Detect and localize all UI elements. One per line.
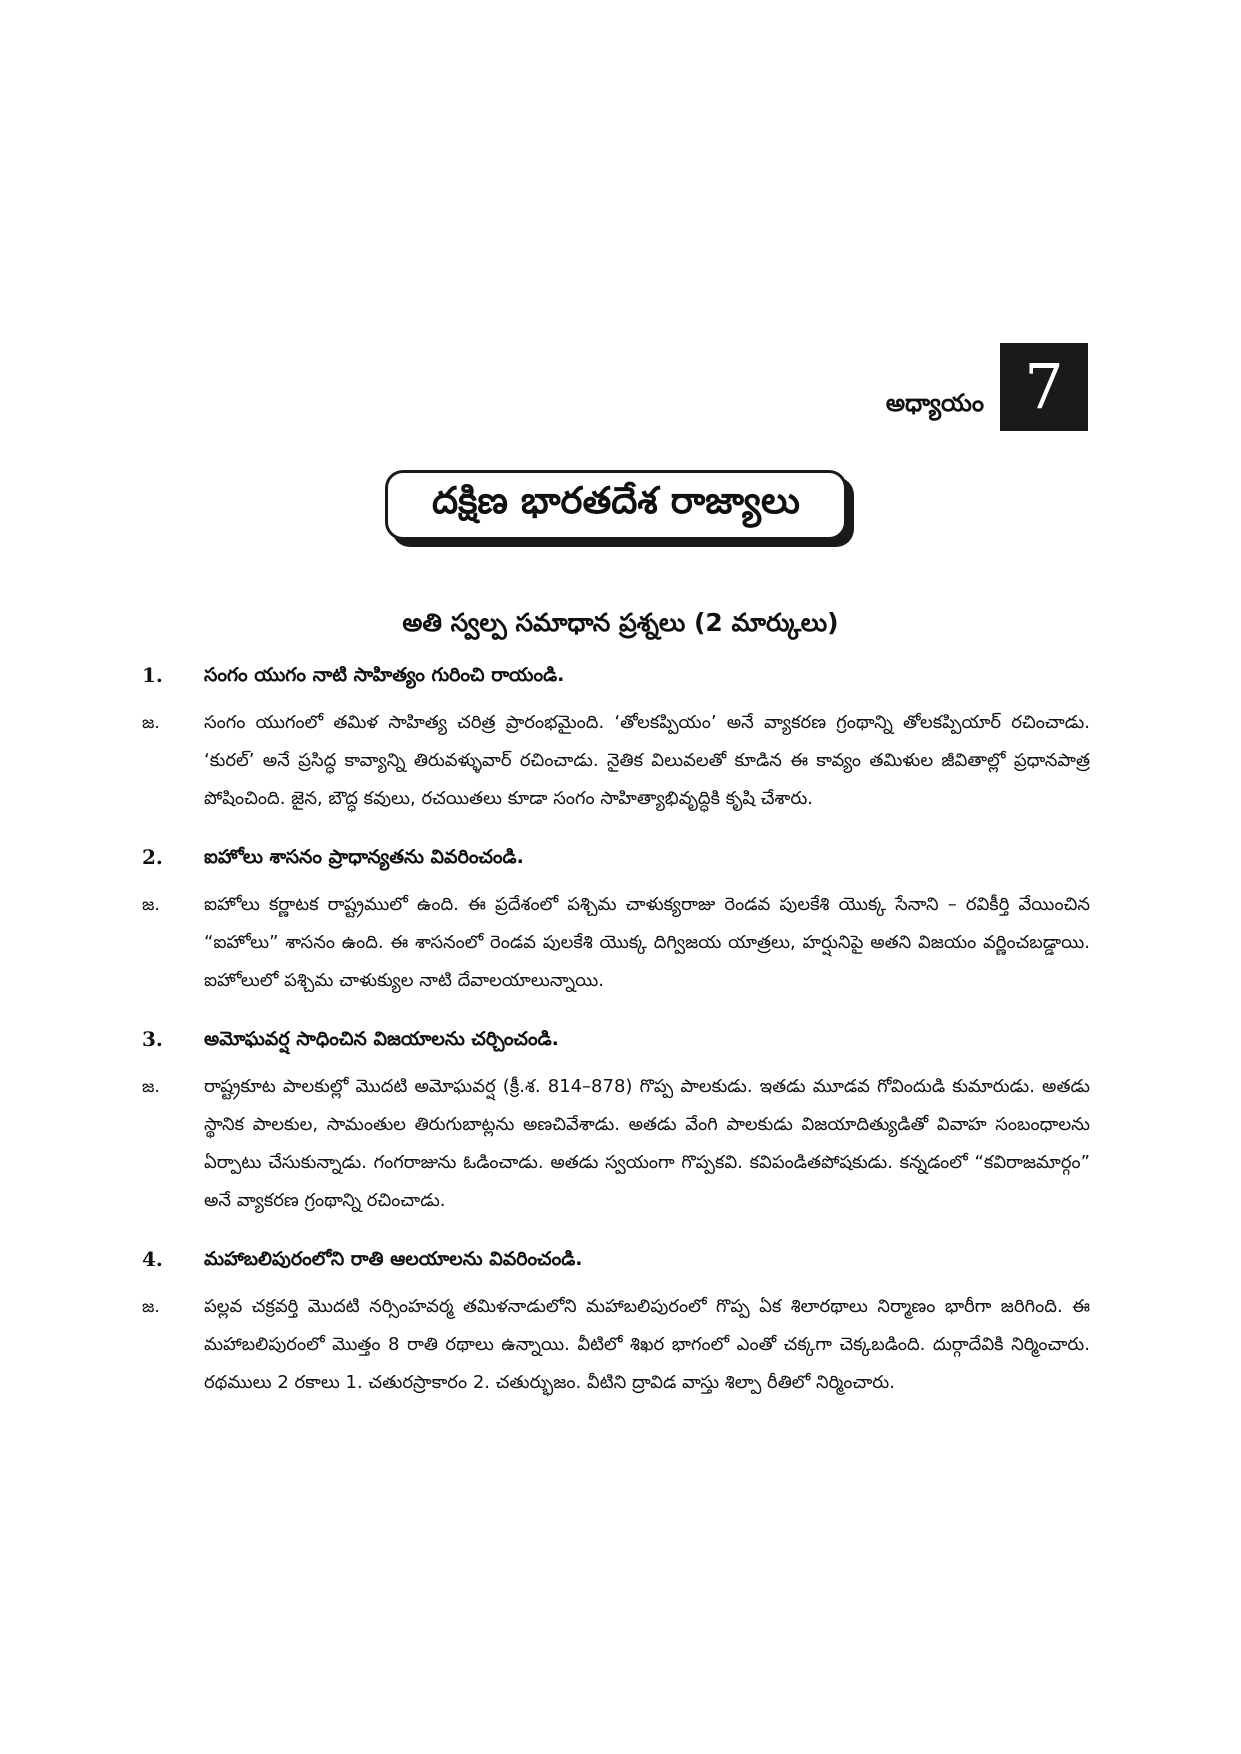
question-text: ఐహోలు శాసనం ప్రాధాన్యతను వివరించండి. bbox=[204, 846, 524, 868]
answer-row bbox=[142, 886, 1090, 1000]
answer-marker: జ. bbox=[142, 1077, 160, 1097]
answer-row bbox=[142, 704, 1090, 818]
question-text: సంగం యుగం నాటి సాహిత్యం గురించి రాయండి. bbox=[204, 664, 565, 686]
question-text: అమోఘవర్ష సాధించిన విజయాలను చర్చించండి. bbox=[204, 1028, 559, 1050]
question-number: 3. bbox=[142, 1027, 163, 1051]
answer-row bbox=[142, 1068, 1090, 1220]
qa-list bbox=[142, 660, 1090, 1426]
question-number: 2. bbox=[142, 845, 163, 869]
chapter-header bbox=[886, 343, 1088, 431]
answer-text: ఐహోలు కర్ణాటక రాష్ట్రములో ఉంది. ఈ ప్రదేశంలో పశ్చిమ చాళుక్యరాజు రెండవ పులకేశి యొక్క సేనాని – రవికీర్తి వేయించిన “ఐహోలు” శాసనం ఉంది. ఈ శాసనంలో రెండవ పులకేశి యొక్క దిగ్విజయ యాత్రలు, హర్షునిపై అతని విజయం వర్ణించబడ్డాయి. ఐహోలులో పశ్చిమ చాళుక్యుల నాటి దేవాలయాలున్నాయి. bbox=[204, 894, 1090, 991]
question-number: 1. bbox=[142, 663, 163, 687]
question-text: మహాబలిపురంలోని రాతి ఆలయాలను వివరించండి. bbox=[204, 1248, 583, 1270]
answer-row bbox=[142, 1288, 1090, 1402]
qa-item bbox=[142, 1024, 1090, 1220]
chapter-number-box bbox=[1000, 343, 1088, 431]
answer-text: పల్లవ చక్రవర్తి మొదటి నర్సింహవర్మ తమిళనాడులోని మహాబలిపురంలో గొప్ప ఏక శిలారథాలు నిర్మాణం భారీగా జరిగింది. ఈ మహాబలిపురంలో మొత్తం 8 రాతి రథాలు ఉన్నాయి. వీటిలో శిఖర భాగంలో ఎంతో చక్కగా చెక్కబడింది. దుర్గాదేవికి నిర్మించారు. రథములు 2 రకాలు 1. చతురస్రాకారం 2. చతుర్భుజం. వీటిని ద్రావిడ వాస్తు శిల్పా రీతిలో నిర్మించారు. bbox=[204, 1296, 1090, 1393]
section-heading: అతి స్వల్ప సమాధాన ప్రశ్నలు (2 మార్కులు) bbox=[402, 608, 839, 637]
answer-marker: జ. bbox=[142, 895, 160, 915]
question-row bbox=[142, 660, 1090, 690]
chapter-title: దక్షిణ భారతదేశ రాజ్యాలు bbox=[432, 479, 800, 522]
qa-item bbox=[142, 660, 1090, 818]
answer-text: సంగం యుగంలో తమిళ సాహిత్య చరిత్ర ప్రారంభమైంది. ‘తోలకప్పియం’ అనే వ్యాకరణ గ్రంథాన్ని తోలకప్పియార్ రచించాడు. ‘కురల్’ అనే ప్రసిద్ధ కావ్యాన్ని తిరువళ్ళువార్ రచించాడు. నైతిక విలువలతో కూడిన ఈ కావ్యం తమిళుల జీవితాల్లో ప్రధానపాత్ర పోషించింది. జైన, బౌద్ధ కవులు, రచయితలు కూడా సంగం సాహిత్యాభివృద్ధికి కృషి చేశారు. bbox=[204, 712, 1090, 809]
qa-item bbox=[142, 1244, 1090, 1402]
question-row bbox=[142, 1244, 1090, 1274]
chapter-number: 7 bbox=[1024, 350, 1064, 423]
question-row bbox=[142, 842, 1090, 872]
answer-text: రాష్ట్రకూట పాలకుల్లో మొదటి అమోఘవర్ష (క్రీ.శ. 814–878) గొప్ప పాలకుడు. ఇతడు మూడవ గోవిందుడి కుమారుడు. అతడు స్థానిక పాలకుల, సామంతుల తిరుగుబాట్లను అణచివేశాడు. అతడు వేంగి పాలకుడు విజయాదిత్యుడితో వివాహ సంబంధాలను ఏర్పాటు చేసుకున్నాడు. గంగరాజును ఓడించాడు. అతడు స్వయంగా గొప్పకవి. కవిపండితపోషకుడు. కన్నడంలో “కవిరాజమార్గం” అనే వ్యాకరణ గ్రంథాన్ని రచించాడు. bbox=[204, 1076, 1090, 1211]
qa-item bbox=[142, 842, 1090, 1000]
answer-marker: జ. bbox=[142, 1297, 160, 1317]
chapter-title-box bbox=[385, 470, 847, 540]
question-number: 4. bbox=[142, 1247, 163, 1271]
question-row bbox=[142, 1024, 1090, 1054]
chapter-label: అధ్యాయం bbox=[885, 389, 984, 417]
answer-marker: జ. bbox=[142, 713, 160, 733]
chapter-title-frame bbox=[385, 470, 847, 540]
